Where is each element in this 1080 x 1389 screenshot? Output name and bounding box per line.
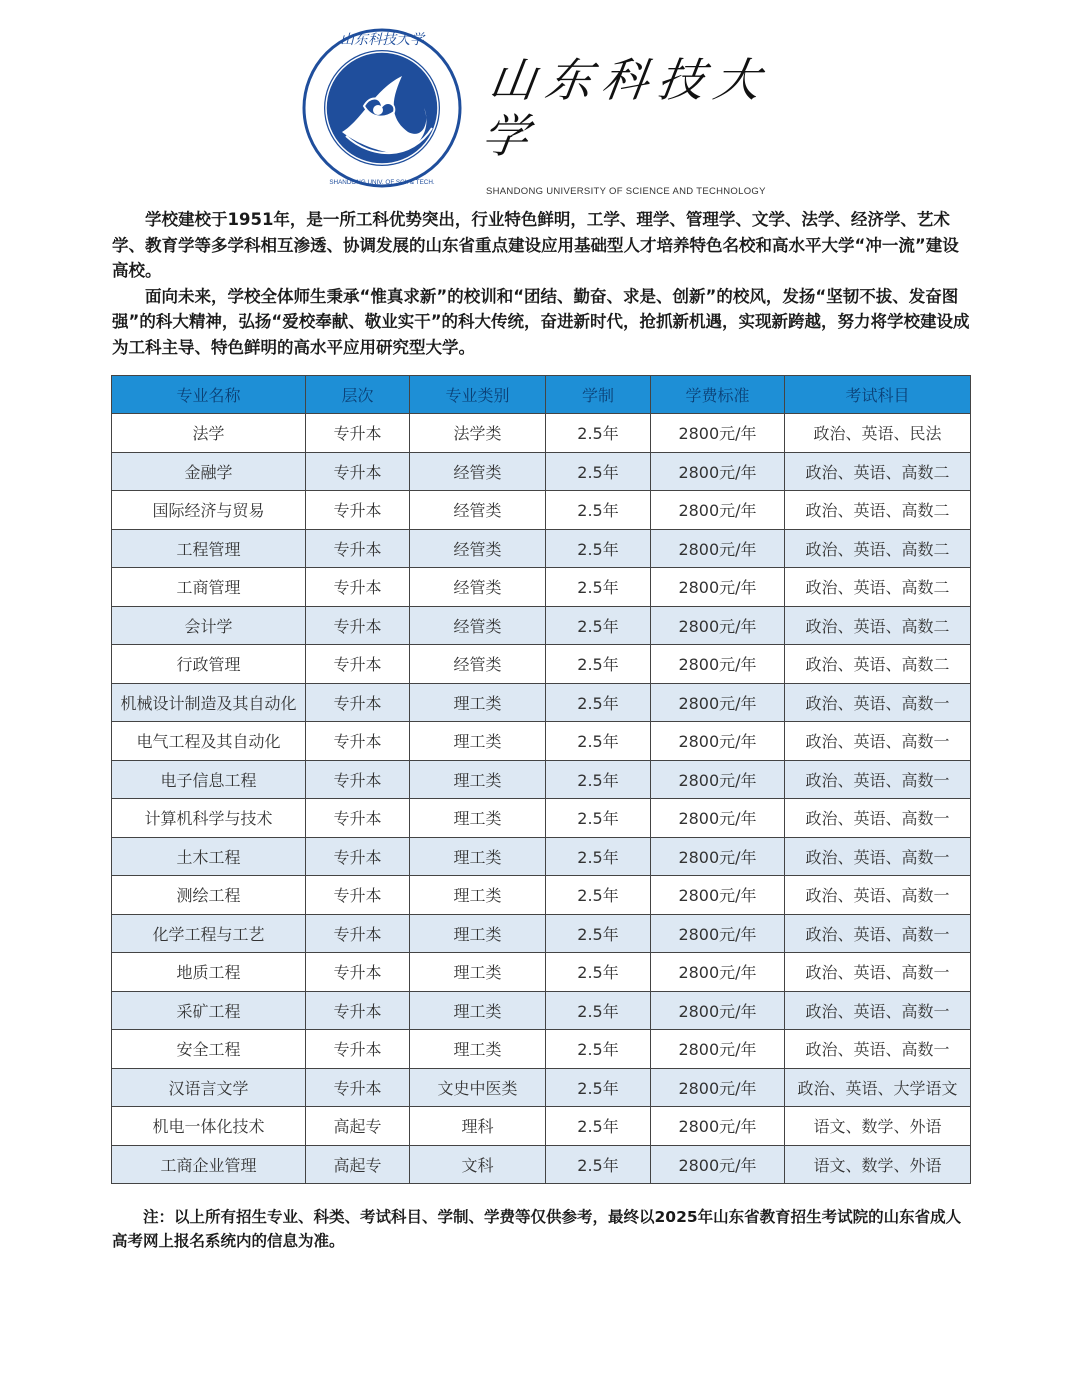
cell-level: 高起专 [306, 1107, 410, 1146]
cell-level: 专升本 [306, 491, 410, 530]
cell-category: 理工类 [410, 991, 546, 1030]
cell-major: 电子信息工程 [112, 760, 306, 799]
cell-duration: 2.5年 [546, 491, 651, 530]
cell-tuition: 2800元/年 [651, 991, 785, 1030]
cell-exam-subjects: 政治、英语、高数一 [785, 1030, 971, 1069]
cell-category: 经管类 [410, 529, 546, 568]
cell-major: 国际经济与贸易 [112, 491, 306, 530]
cell-tuition: 2800元/年 [651, 683, 785, 722]
cell-tuition: 2800元/年 [651, 645, 785, 684]
table-row [112, 414, 971, 453]
cell-major: 土木工程 [112, 837, 306, 876]
cell-duration: 2.5年 [546, 683, 651, 722]
cell-duration: 2.5年 [546, 1030, 651, 1069]
university-logo [302, 24, 462, 192]
cell-level: 专升本 [306, 606, 410, 645]
cell-duration: 2.5年 [546, 568, 651, 607]
col-header-tuition: 学费标准 [651, 376, 785, 414]
cell-level: 专升本 [306, 1068, 410, 1107]
cell-tuition: 2800元/年 [651, 491, 785, 530]
cell-duration: 2.5年 [546, 1107, 651, 1146]
cell-duration: 2.5年 [546, 1145, 651, 1184]
cell-category: 理工类 [410, 683, 546, 722]
table-row [112, 1030, 971, 1069]
cell-exam-subjects: 政治、英语、高数一 [785, 876, 971, 915]
cell-category: 法学类 [410, 414, 546, 453]
cell-major: 会计学 [112, 606, 306, 645]
table-row [112, 452, 971, 491]
cell-tuition: 2800元/年 [651, 1030, 785, 1069]
page-header [0, 0, 1080, 200]
cell-category: 经管类 [410, 606, 546, 645]
cell-exam-subjects: 政治、英语、大学语文 [785, 1068, 971, 1107]
cell-tuition: 2800元/年 [651, 876, 785, 915]
cell-level: 专升本 [306, 722, 410, 761]
cell-duration: 2.5年 [546, 606, 651, 645]
cell-level: 专升本 [306, 529, 410, 568]
col-header-major: 专业名称 [112, 376, 306, 414]
cell-tuition: 2800元/年 [651, 1068, 785, 1107]
col-header-category: 专业类别 [410, 376, 546, 414]
cell-level: 专升本 [306, 914, 410, 953]
cell-major: 采矿工程 [112, 991, 306, 1030]
university-name-en: SHANDONG UNIVERSITY OF SCIENCE AND TECHNOLOGY [486, 186, 766, 197]
cell-exam-subjects: 政治、英语、民法 [785, 414, 971, 453]
footnote: 注：以上所有招生专业、科类、考试科目、学制、学费等仅供参考，最终以2025年山东省教育招生考试院的山东省成人高考网上报名系统内的信息为准。 [112, 1208, 962, 1250]
cell-level: 专升本 [306, 452, 410, 491]
cell-level: 专升本 [306, 991, 410, 1030]
cell-tuition: 2800元/年 [651, 1145, 785, 1184]
table-row [112, 914, 971, 953]
cell-level: 专升本 [306, 953, 410, 992]
cell-exam-subjects: 政治、英语、高数一 [785, 914, 971, 953]
cell-major: 化学工程与工艺 [112, 914, 306, 953]
table-row [112, 953, 971, 992]
table-row [112, 799, 971, 838]
cell-duration: 2.5年 [546, 876, 651, 915]
cell-exam-subjects: 政治、英语、高数一 [785, 991, 971, 1030]
cell-category: 理工类 [410, 914, 546, 953]
cell-duration: 2.5年 [546, 799, 651, 838]
cell-major: 电气工程及其自动化 [112, 722, 306, 761]
title-block [478, 52, 786, 197]
cell-category: 理工类 [410, 876, 546, 915]
table-row [112, 683, 971, 722]
cell-tuition: 2800元/年 [651, 799, 785, 838]
table-row [112, 645, 971, 684]
cell-tuition: 2800元/年 [651, 1107, 785, 1146]
cell-major: 工商企业管理 [112, 1145, 306, 1184]
majors-table [111, 375, 971, 1184]
cell-duration: 2.5年 [546, 529, 651, 568]
cell-category: 理工类 [410, 1030, 546, 1069]
cell-tuition: 2800元/年 [651, 414, 785, 453]
table-row [112, 606, 971, 645]
cell-level: 专升本 [306, 876, 410, 915]
cell-major: 地质工程 [112, 953, 306, 992]
table-row [112, 491, 971, 530]
cell-tuition: 2800元/年 [651, 529, 785, 568]
cell-category: 理科 [410, 1107, 546, 1146]
cell-category: 经管类 [410, 452, 546, 491]
cell-duration: 2.5年 [546, 414, 651, 453]
cell-major: 行政管理 [112, 645, 306, 684]
cell-category: 文史中医类 [410, 1068, 546, 1107]
table-body [112, 414, 971, 1184]
cell-major: 机电一体化技术 [112, 1107, 306, 1146]
cell-level: 专升本 [306, 414, 410, 453]
cell-exam-subjects: 政治、英语、高数二 [785, 529, 971, 568]
cell-level: 专升本 [306, 1030, 410, 1069]
cell-exam-subjects: 政治、英语、高数二 [785, 491, 971, 530]
table-row [112, 1145, 971, 1184]
cell-exam-subjects: 政治、英语、高数一 [785, 683, 971, 722]
cell-major: 测绘工程 [112, 876, 306, 915]
cell-exam-subjects: 政治、英语、高数一 [785, 760, 971, 799]
school-introduction [112, 207, 970, 360]
cell-tuition: 2800元/年 [651, 568, 785, 607]
table-row [112, 529, 971, 568]
cell-duration: 2.5年 [546, 760, 651, 799]
cell-major: 法学 [112, 414, 306, 453]
cell-category: 经管类 [410, 568, 546, 607]
cell-category: 经管类 [410, 491, 546, 530]
cell-level: 专升本 [306, 645, 410, 684]
table-row [112, 837, 971, 876]
cell-major: 计算机科学与技术 [112, 799, 306, 838]
cell-exam-subjects: 语文、数学、外语 [785, 1145, 971, 1184]
cell-duration: 2.5年 [546, 914, 651, 953]
cell-duration: 2.5年 [546, 452, 651, 491]
svg-text:SHANDONG UNIV. OF SCI. & TECH.: SHANDONG UNIV. OF SCI. & TECH. [329, 179, 435, 186]
cell-tuition: 2800元/年 [651, 837, 785, 876]
cell-major: 工商管理 [112, 568, 306, 607]
cell-level: 专升本 [306, 683, 410, 722]
cell-level: 专升本 [306, 760, 410, 799]
cell-tuition: 2800元/年 [651, 914, 785, 953]
cell-tuition: 2800元/年 [651, 452, 785, 491]
intro-paragraph-1: 学校建校于1951年，是一所工科优势突出，行业特色鲜明，工学、理学、管理学、文学、法学、经济学、艺术学、教育学等多学科相互渗透、协调发展的山东省重点建设应用基础型人才培养特色名校和高水平大学“冲一流”建设高校。 [112, 210, 959, 280]
cell-tuition: 2800元/年 [651, 606, 785, 645]
cell-duration: 2.5年 [546, 645, 651, 684]
cell-exam-subjects: 政治、英语、高数一 [785, 722, 971, 761]
col-header-duration: 学制 [546, 376, 651, 414]
cell-major: 金融学 [112, 452, 306, 491]
cell-category: 理工类 [410, 760, 546, 799]
cell-exam-subjects: 政治、英语、高数二 [785, 568, 971, 607]
cell-exam-subjects: 政治、英语、高数二 [785, 452, 971, 491]
cell-duration: 2.5年 [546, 722, 651, 761]
col-header-exam-subjects: 考试科目 [785, 376, 971, 414]
table-header-row [112, 376, 971, 414]
logo-ring-text: 山东科技大学 [340, 32, 424, 48]
cell-exam-subjects: 政治、英语、高数一 [785, 837, 971, 876]
university-name-cn: 山东科技大学 [478, 53, 774, 163]
cell-exam-subjects: 政治、英语、高数二 [785, 606, 971, 645]
cell-level: 高起专 [306, 1145, 410, 1184]
table-row [112, 568, 971, 607]
table-row [112, 876, 971, 915]
cell-major: 机械设计制造及其自动化 [112, 683, 306, 722]
cell-level: 专升本 [306, 799, 410, 838]
cell-exam-subjects: 政治、英语、高数二 [785, 645, 971, 684]
cell-category: 经管类 [410, 645, 546, 684]
table-row [112, 1068, 971, 1107]
cell-duration: 2.5年 [546, 837, 651, 876]
cell-tuition: 2800元/年 [651, 953, 785, 992]
cell-level: 专升本 [306, 568, 410, 607]
cell-duration: 2.5年 [546, 953, 651, 992]
intro-paragraph-2: 面向未来，学校全体师生秉承“惟真求新”的校训和“团结、勤奋、求是、创新”的校风，发扬“坚韧不拔、发奋图强”的科大精神，弘扬“爱校奉献、敬业实干”的科大传统，奋进新时代，抢抓新机遇，实现新跨越，努力将学校建设成为工科主导、特色鲜明的高水平应用研究型大学。 [112, 286, 970, 357]
cell-exam-subjects: 语文、数学、外语 [785, 1107, 971, 1146]
cell-major: 安全工程 [112, 1030, 306, 1069]
cell-major: 工程管理 [112, 529, 306, 568]
cell-category: 理工类 [410, 722, 546, 761]
cell-duration: 2.5年 [546, 991, 651, 1030]
table-row [112, 1107, 971, 1146]
table-row [112, 991, 971, 1030]
table-row [112, 722, 971, 761]
table-row [112, 760, 971, 799]
cell-major: 汉语言文学 [112, 1068, 306, 1107]
cell-category: 文科 [410, 1145, 546, 1184]
cell-level: 专升本 [306, 837, 410, 876]
cell-exam-subjects: 政治、英语、高数一 [785, 799, 971, 838]
cell-category: 理工类 [410, 799, 546, 838]
cell-exam-subjects: 政治、英语、高数一 [785, 953, 971, 992]
cell-category: 理工类 [410, 953, 546, 992]
cell-category: 理工类 [410, 837, 546, 876]
cell-duration: 2.5年 [546, 1068, 651, 1107]
col-header-level: 层次 [306, 376, 410, 414]
cell-tuition: 2800元/年 [651, 760, 785, 799]
cell-tuition: 2800元/年 [651, 722, 785, 761]
